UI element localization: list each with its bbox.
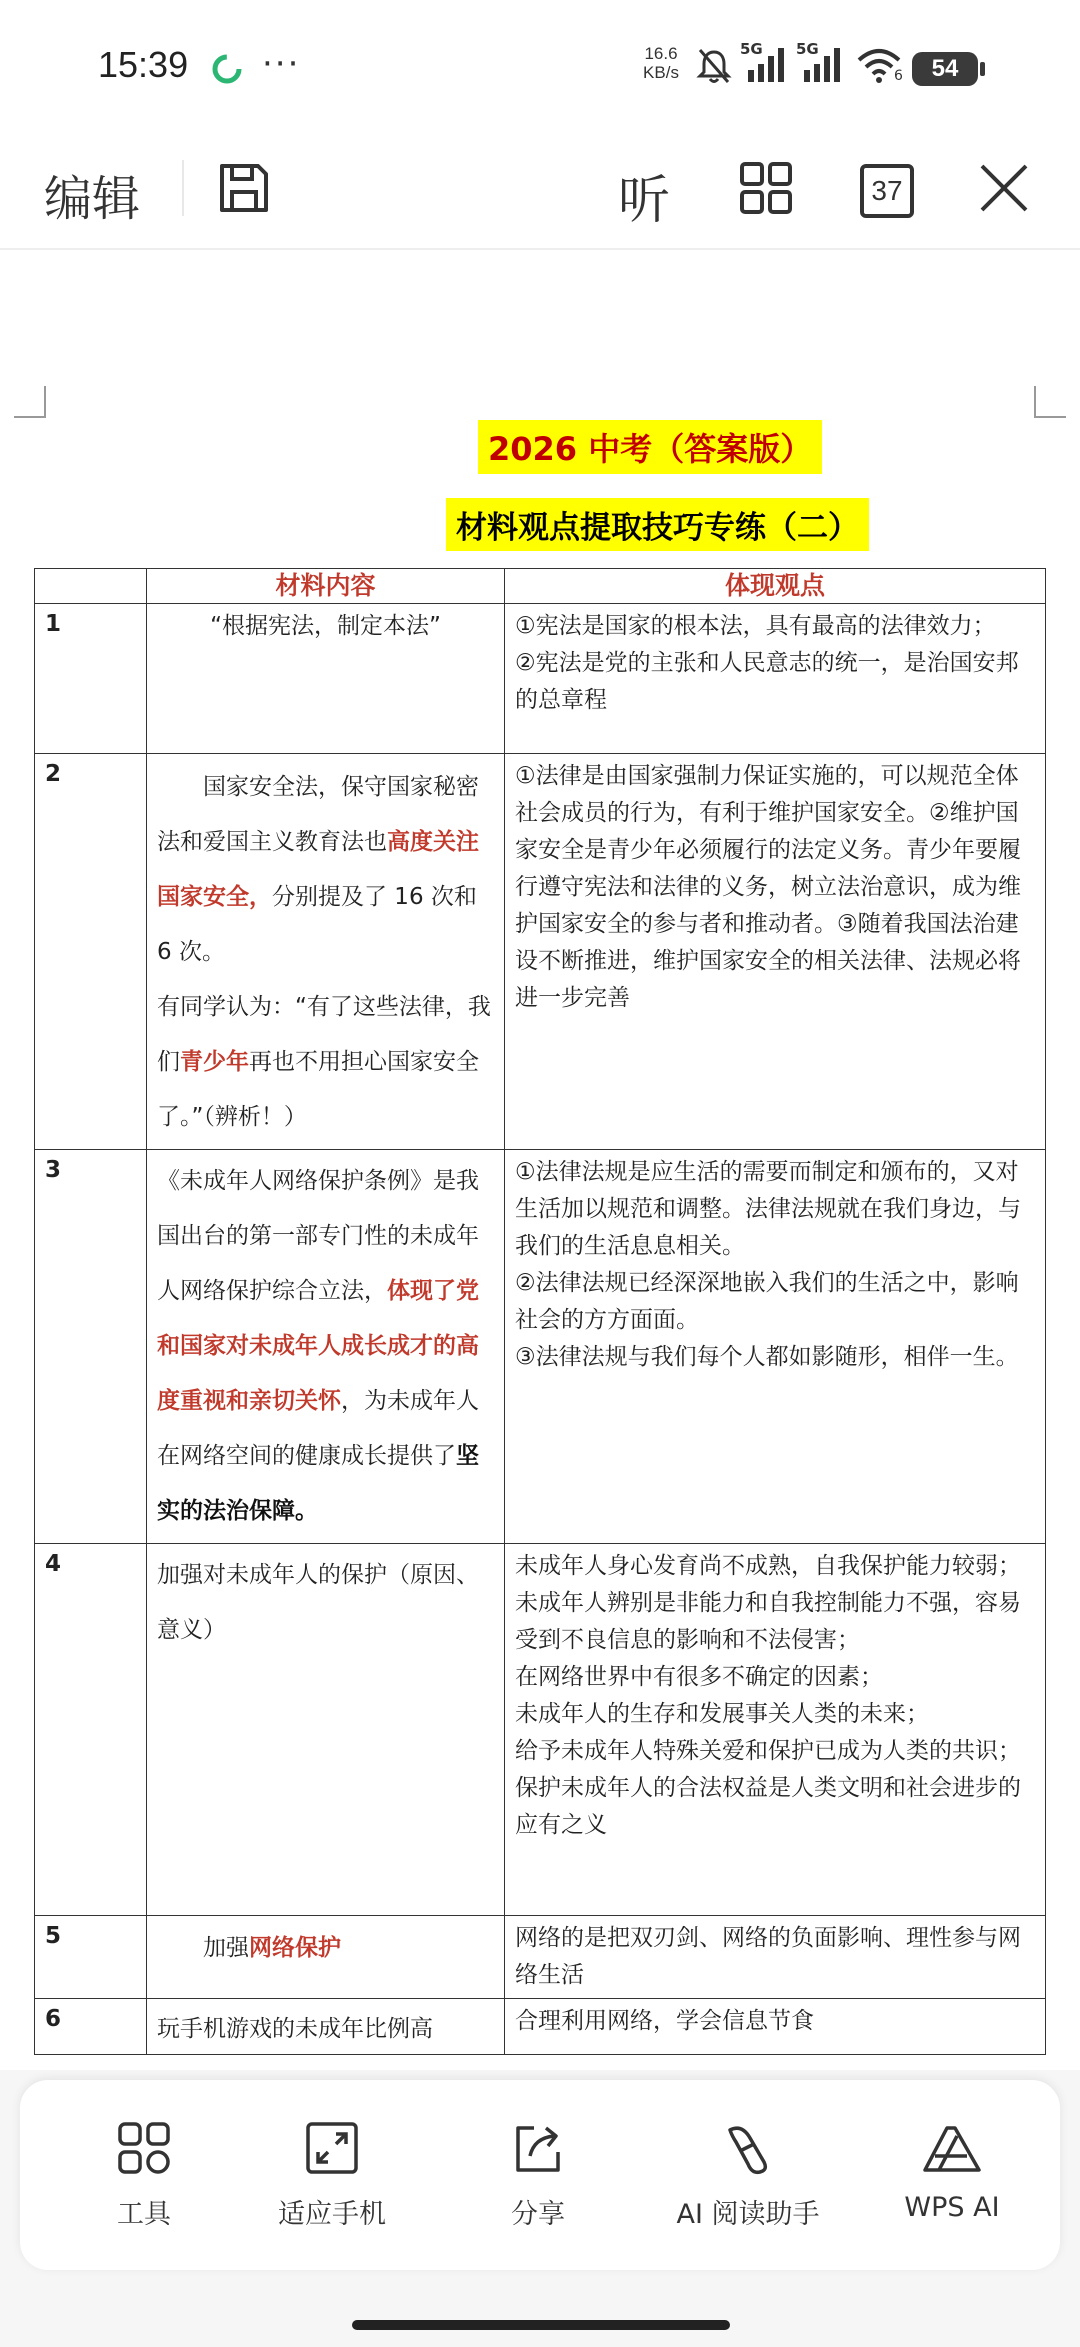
- ai-reader-button[interactable]: AI 阅读助手: [648, 2120, 848, 2231]
- close-icon[interactable]: [974, 158, 1034, 218]
- table-row: [35, 754, 1046, 1150]
- status-bar: 15:39 ··· 16.6 KB/s 5G 5G 6 54: [0, 0, 1080, 130]
- tools-button[interactable]: 工具: [44, 2120, 244, 2231]
- material-cell: 《未成年人网络保护条例》是我国出台的第一部专门性的未成年人网络保护综合立法，体现了党和国家对未成年人成长成才的高度重视和亲切关怀，为未成年人在网络空间的健康成长提供了坚实的法治保障。: [147, 1150, 505, 1544]
- highlight-text: 青少年: [180, 1049, 249, 1075]
- home-indicator[interactable]: [352, 2320, 730, 2330]
- toolbar-divider: [182, 160, 184, 216]
- edit-button[interactable]: 编辑: [44, 171, 141, 227]
- tools-icon: [116, 2120, 172, 2176]
- table-row: [35, 1544, 1046, 1916]
- highlight-text: 体现了党和国家对未成年人成长成才的高度重视和亲切关怀: [157, 1278, 479, 1414]
- page-count-button[interactable]: 37: [860, 164, 914, 218]
- highlight-text: 高度关注国家安全，: [157, 829, 479, 910]
- viewpoint-cell: 未成年人身心发育尚不成熟，自我保护能力较弱； 未成年人辨别是非能力和自我控制能力不强，容易受到不良信息的影响和不法侵害； 在网络世界中有很多不确定的因素； 未成年人的生存和发展事关人类的未来； 给予未成年人特殊关爱和保护已成为人类的共识； 保护未成年人的合法权益是人类文明和社会进步的应有之义: [505, 1544, 1046, 1916]
- share-button[interactable]: 分享: [438, 2120, 638, 2231]
- app-notification-icon: [210, 52, 244, 86]
- highlight-text: 网络保护: [249, 1935, 341, 1961]
- viewpoint-cell: 网络的是把双刃剑、网络的负面影响、理性参与网络生活: [505, 1916, 1046, 1999]
- content-table: [34, 568, 1046, 2055]
- header-blank: [35, 569, 147, 604]
- document-title: 2026 中考（答案版）: [478, 420, 822, 474]
- header-material: 材料内容: [147, 569, 505, 604]
- bottom-action-bar: [20, 2080, 1060, 2270]
- material-cell: 玩手机游戏的未成年比例高: [147, 1999, 505, 2055]
- row-number: 4: [35, 1544, 147, 1916]
- wps-ai-button[interactable]: WPS AI: [852, 2120, 1052, 2223]
- row-number: 2: [35, 754, 147, 1150]
- battery-indicator: 54: [912, 52, 978, 86]
- header-viewpoint: 体现观点: [505, 569, 1046, 604]
- viewpoint-cell: ①宪法是国家的根本法，具有最高的法律效力； ②宪法是党的主张和人民意志的统一，是治国安邦的总章程: [505, 604, 1046, 754]
- table-row: [35, 1916, 1046, 1999]
- network-speed: 16.6 KB/s: [643, 44, 679, 82]
- battery-tip: [980, 62, 985, 76]
- material-cell: 国家安全法，保守国家秘密法和爱国主义教育法也高度关注国家安全，分别提及了 16 次和 6 次。 有同学认为：“有了这些法律，我们青少年再也不用担心国家安全了。”（辨析！）: [147, 754, 505, 1150]
- page-corner-mark: [1034, 386, 1066, 418]
- fit-phone-button[interactable]: 适应手机: [232, 2120, 432, 2231]
- table-row: [35, 604, 1046, 754]
- ai-reader-icon: [720, 2120, 776, 2176]
- material-cell: “根据宪法，制定本法”: [147, 604, 505, 754]
- share-icon: [510, 2120, 566, 2176]
- table-header-row: [35, 569, 1046, 604]
- row-number: 3: [35, 1150, 147, 1544]
- save-icon[interactable]: [214, 158, 274, 218]
- row-number: 6: [35, 1999, 147, 2055]
- status-time: 15:39: [98, 44, 189, 85]
- listen-button[interactable]: 听: [618, 171, 671, 231]
- mute-bell-icon: [696, 46, 732, 86]
- page-corner-mark: [14, 386, 46, 418]
- bold-text: 坚实的法治保障。: [157, 1443, 479, 1524]
- material-cell: 加强对未成年人的保护（原因、意义）: [147, 1544, 505, 1916]
- wifi-icon: 6: [856, 46, 902, 88]
- table-row: [35, 1150, 1046, 1544]
- more-notifications-icon: ···: [262, 44, 301, 84]
- row-number: 5: [35, 1916, 147, 1999]
- wps-ai-icon: [921, 2120, 983, 2176]
- document-toolbar: [0, 130, 1080, 250]
- document-subtitle: 材料观点提取技巧专练（二）: [446, 498, 869, 551]
- viewpoint-cell: ①法律是由国家强制力保证实施的，可以规范全体社会成员的行为，有利于维护国家安全。②维护国家安全是青少年必须履行的法定义务。青少年要履行遵守宪法和法律的义务，树立法治意识，成为维护国家安全的参与者和推动者。③随着我国法治建设不断推进，维护国家安全的相关法律、法规必将进一步完善: [505, 754, 1046, 1150]
- fit-screen-icon: [304, 2120, 360, 2176]
- material-cell: 加强网络保护: [147, 1916, 505, 1999]
- document-canvas[interactable]: [0, 250, 1080, 2080]
- viewpoint-cell: 合理利用网络，学会信息节食: [505, 1999, 1046, 2055]
- viewpoint-cell: ①法律法规是应生活的需要而制定和颁布的，又对生活加以规范和调整。法律法规就在我们身边，与我们的生活息息相关。 ②法律法规已经深深地嵌入我们的生活之中，影响社会的方方面面。 ③法律法规与我们每个人都如影随形，相伴一生。: [505, 1150, 1046, 1544]
- row-number: 1: [35, 604, 147, 754]
- grid-view-icon[interactable]: [736, 158, 796, 218]
- table-row: [35, 1999, 1046, 2055]
